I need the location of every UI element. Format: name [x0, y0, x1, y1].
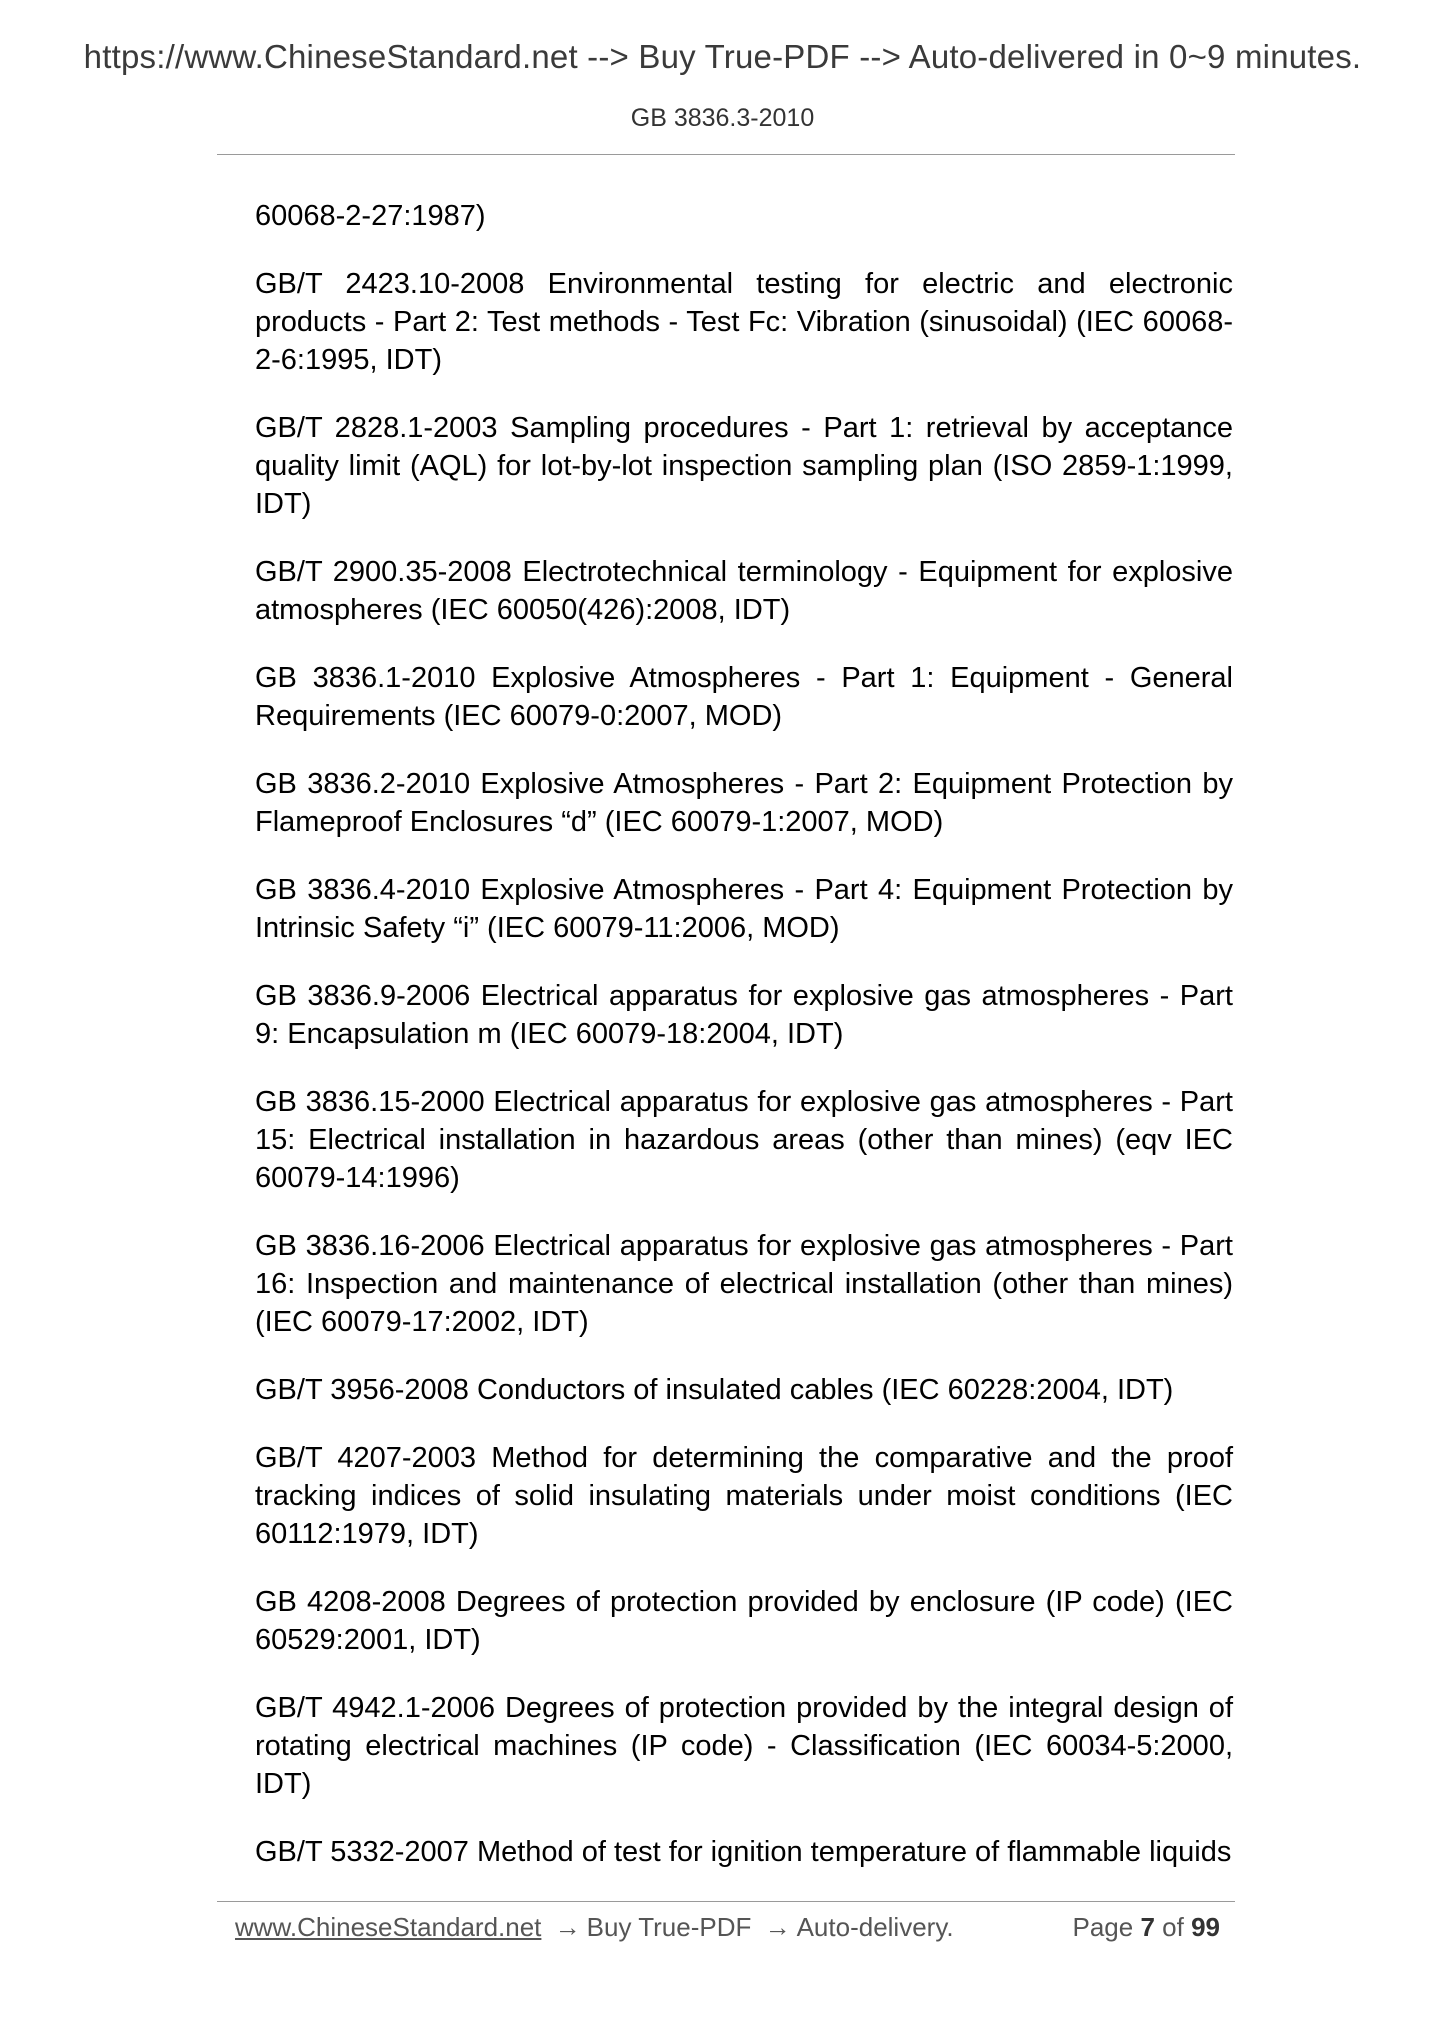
- footer-buy-text: Buy True-PDF: [586, 1912, 752, 1942]
- page-footer: [235, 1912, 1220, 1952]
- reference-entry: GB/T 5332-2007 Method of test for ignition temperature of flammable liquids: [255, 1836, 1232, 1868]
- reference-entry: GB 3836.15-2000 Electrical apparatus for explosive gas atmospheres - Part 15: Electrical installation in hazardous areas (other than mines) (eqv IEC 60079-14:1996): [255, 1086, 1233, 1194]
- footer-divider: [217, 1901, 1235, 1902]
- reference-entry: GB/T 2828.1-2003 Sampling procedures - Part 1: retrieval by acceptance quality limit (AQL) for lot-by-lot inspection sampling plan (ISO 2859-1:1999, IDT): [255, 412, 1233, 520]
- footer-delivery-text: Auto-delivery.: [796, 1912, 954, 1942]
- reference-entry: GB/T 3956-2008 Conductors of insulated cables (IEC 60228:2004, IDT): [255, 1374, 1174, 1406]
- reference-entry: GB/T 4207-2003 Method for determining the comparative and the proof tracking indices of solid insulating materials under moist conditions (IEC 60112:1979, IDT): [255, 1442, 1233, 1550]
- reference-entry: GB 3836.2-2010 Explosive Atmospheres - Part 2: Equipment Protection by Flameproof Enclosures “d” (IEC 60079-1:2007, MOD): [255, 768, 1233, 838]
- header-divider: [217, 154, 1235, 155]
- reference-entry: GB/T 2900.35-2008 Electrotechnical terminology - Equipment for explosive atmospheres (IEC 60050(426):2008, IDT): [255, 556, 1233, 626]
- arrow-right-icon: →: [764, 1912, 791, 1942]
- page-number: [1072, 1912, 1220, 1943]
- reference-entry: GB 3836.4-2010 Explosive Atmospheres - Part 4: Equipment Protection by Intrinsic Safety “i” (IEC 60079-11:2006, MOD): [255, 874, 1233, 944]
- references-list: [255, 197, 1233, 1901]
- reference-entry: 60068-2-27:1987): [255, 200, 486, 232]
- arrow-right-icon: →: [554, 1912, 581, 1942]
- reference-entry: GB 3836.1-2010 Explosive Atmospheres - Part 1: Equipment - General Requirements (IEC 60079-0:2007, MOD): [255, 662, 1233, 732]
- reference-entry: GB 4208-2008 Degrees of protection provided by enclosure (IP code) (IEC 60529:2001, IDT): [255, 1586, 1233, 1656]
- document-id-header: GB 3836.3-2010: [630, 104, 815, 132]
- page-current: 7: [1140, 1912, 1155, 1942]
- page-label: Page: [1072, 1912, 1134, 1942]
- page-of-label: of: [1162, 1912, 1184, 1942]
- page-total: 99: [1191, 1912, 1220, 1942]
- footer-promo: [235, 1912, 954, 1943]
- reference-entry: GB/T 4942.1-2006 Degrees of protection provided by the integral design of rotating electrical machines (IP code) - Classification (IEC 60034-5:2000, IDT): [255, 1692, 1233, 1800]
- reference-entry: GB/T 2423.10-2008 Environmental testing for electric and electronic products - Part 2: Test methods - Test Fc: Vibration (sinusoidal) (IEC 60068-2-6:1995, IDT): [255, 268, 1233, 376]
- website-link[interactable]: www.ChineseStandard.net: [235, 1912, 542, 1942]
- reference-entry: GB 3836.9-2006 Electrical apparatus for explosive gas atmospheres - Part 9: Encapsulation m (IEC 60079-18:2004, IDT): [255, 980, 1233, 1050]
- reference-entry: GB 3836.16-2006 Electrical apparatus for explosive gas atmospheres - Part 16: Inspection and maintenance of electrical installation (other than mines) (IEC 60079-17:2002, IDT): [255, 1230, 1233, 1338]
- source-banner: https://www.ChineseStandard.net --> Buy True-PDF --> Auto-delivered in 0~9 minutes.: [83, 38, 1362, 75]
